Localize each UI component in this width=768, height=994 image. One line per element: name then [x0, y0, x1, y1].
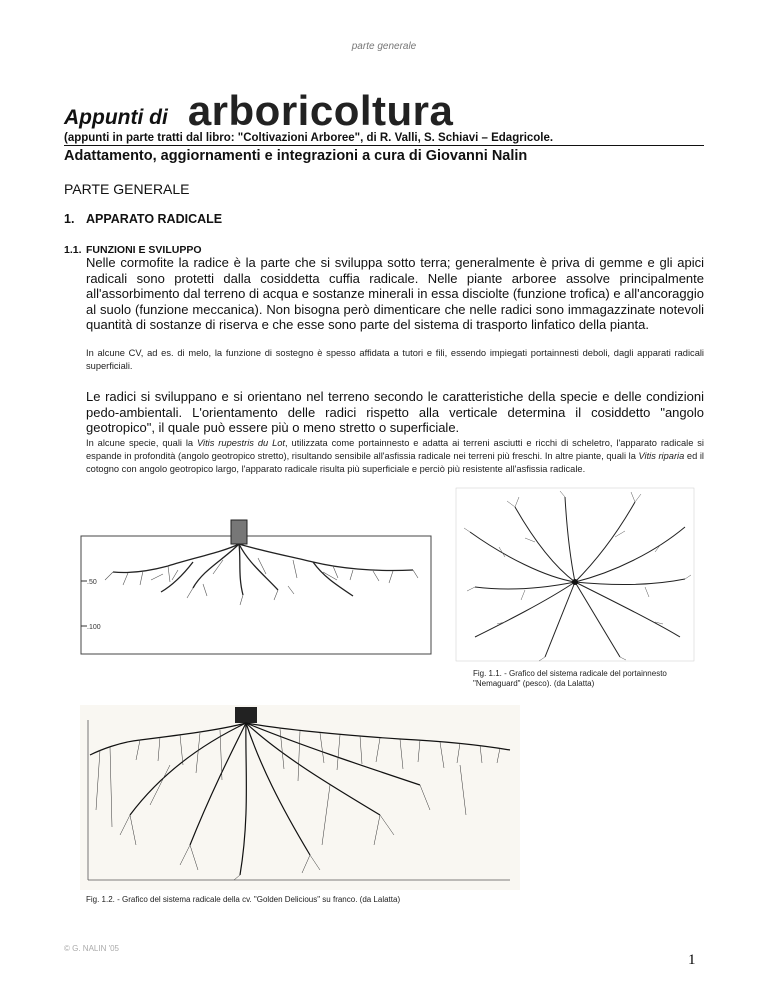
p4-text-c: ed il cotogno con angolo geotropico largo, l'apparato radicale risulta più superficiale e perciò più resistente all'asfissia radicale. — [86, 451, 704, 474]
title-prefix: Appunti di — [64, 106, 168, 129]
p4-text-a: In alcune specie, quali la — [86, 438, 197, 448]
figure-root-profile-a — [73, 500, 442, 660]
title-main: arboricoltura — [187, 87, 454, 134]
figure-1-1-caption-line1: Fig. 1.1. - Grafico del sistema radicale del portainnesto — [473, 669, 667, 678]
page-number: 1 — [688, 952, 696, 968]
section-title: PARTE GENERALE — [64, 181, 190, 197]
p4-species-2: Vitis riparia — [638, 451, 685, 461]
figure-1-1-caption-line2: "Nemaguard" (pesco). (da Lalatta) — [473, 679, 595, 688]
root-drawing-b — [455, 487, 695, 662]
root-drawing-c — [80, 705, 520, 890]
title-divider — [64, 145, 704, 146]
root-drawing-a — [73, 500, 442, 660]
paragraph-1: Nelle cormofite la radice è la parte che si sviluppa sotto terra; generalmente è priva di gemme e gli apici radicali sono protetti dalla cosiddetta cuffia radicale. Nelle piante arboree assolve principalmente all'assorbimento dal terreno di acqua e sostanze minerali in essa disciolte (funzione trofica) e all'ancoraggio al suolo (funzione meccanica). Non bisogna però dimenticare che nelle radici sono immagazzinate notevoli quantità di sostanze di riserva e che esse sono parte del sistema di trasporto linfatico della pianta. — [86, 255, 704, 332]
figure-root-golden-delicious — [80, 705, 520, 908]
chapter-number: 1. — [64, 212, 75, 226]
adaptation-note: Adattamento, aggiornamenti e integrazioni a cura di Giovanni Nalin — [64, 148, 528, 164]
footer-copyright: © G. NALIN '05 — [64, 944, 119, 953]
source-note: (appunti in parte tratti dal libro: "Coltivazioni Arboree", di R. Valli, S. Schiavi – Edagricole. — [64, 132, 554, 144]
figure-root-radial — [455, 487, 695, 692]
paragraph-3: Le radici si sviluppano e si orientano nel terreno secondo le caratteristiche della specie e delle condizioni pedo-ambientali. L'orientamento delle radici rispetto alla verticale determina il cosiddetto "angolo geotropico", il quale può essere più o meno stretto o superficiale. — [86, 389, 704, 435]
subchapter-number: 1.1. — [64, 244, 82, 256]
subchapter-title: FUNZIONI E SVILUPPO — [86, 244, 202, 256]
paragraph-2: In alcune CV, ad es. di melo, la funzione di sostegno è spesso affidata a tutori e fili, essendo impiegati portainnesti deboli, dagli apparati radicali superficiali. — [86, 348, 704, 371]
p4-species-1: Vitis rupestris du Lot — [197, 438, 286, 448]
paragraph-4 — [86, 437, 704, 476]
figure-1-2-caption: Fig. 1.2. - Grafico del sistema radicale della cv. "Golden Delicious" su franco. (da Lalatta) — [86, 895, 401, 904]
depth-label-50: .50 — [87, 579, 97, 586]
depth-label-100: .100 — [87, 624, 101, 631]
running-header: parte generale — [351, 41, 417, 52]
chapter-heading — [64, 212, 222, 226]
document-title — [64, 87, 454, 134]
p4-text-b: , utilizzata come portainnesto e adatta ai terreni asciutti e ricchi di scheletro, l'apparato radicale si espande in profondità (angolo geotropico stretto), risultando sensibile all'asfissia radicale nei terreni più freschi. In altre piante, quali la — [86, 438, 704, 461]
chapter-title: APPARATO RADICALE — [86, 212, 223, 226]
